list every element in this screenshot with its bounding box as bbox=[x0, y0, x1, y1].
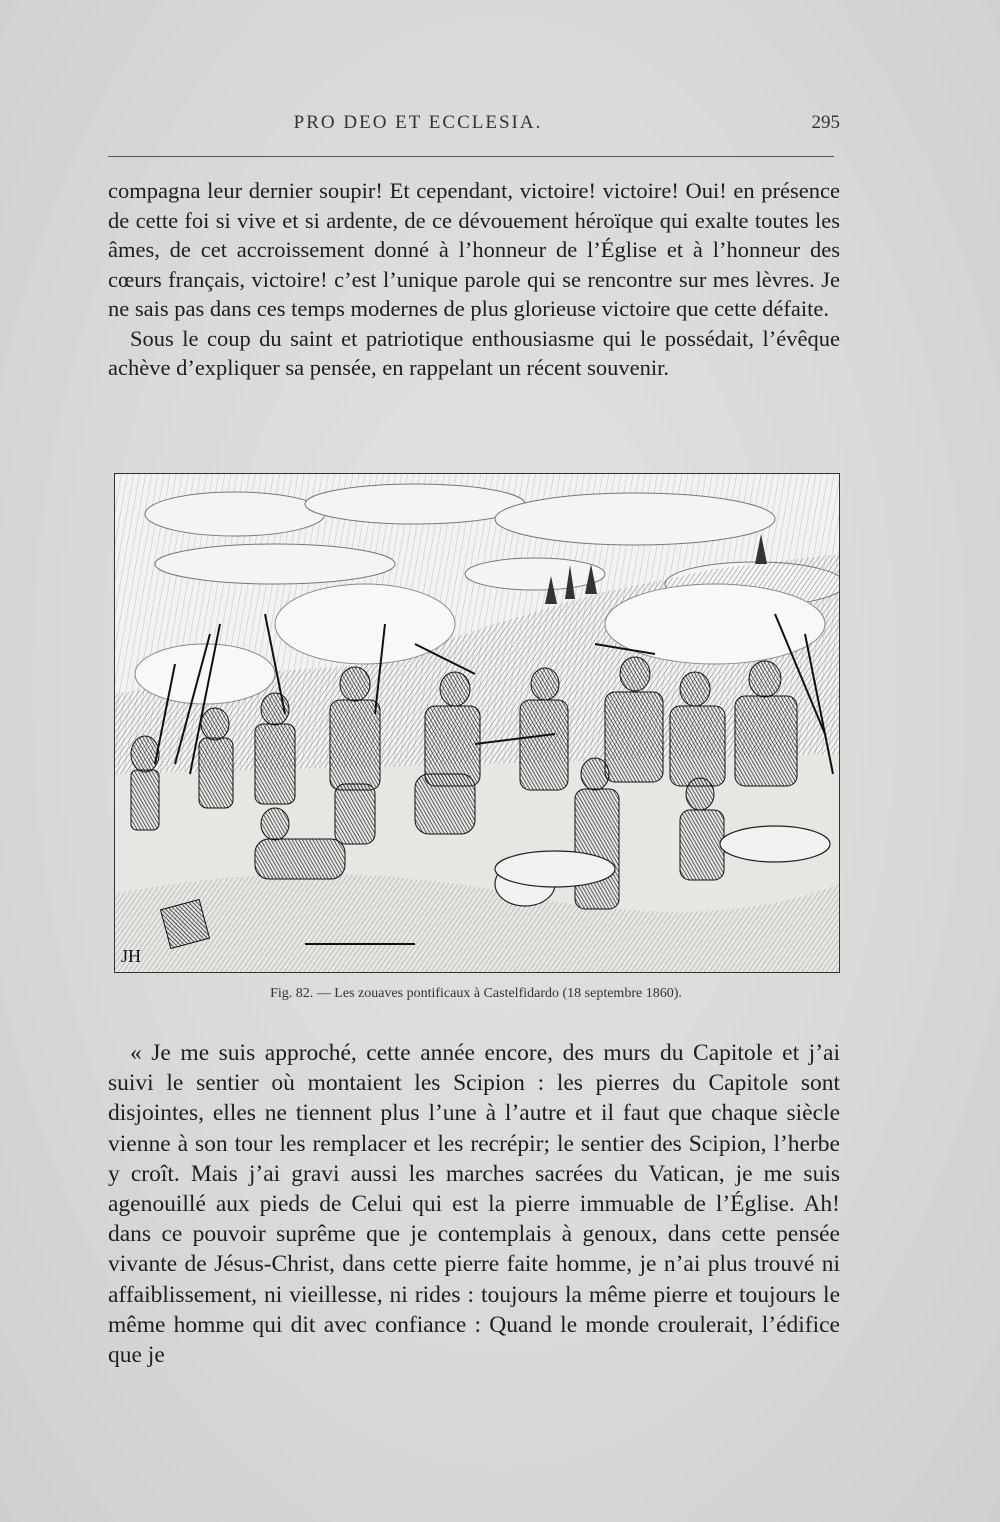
paragraph-continued: compagna leur dernier soupir! Et cependant, victoire! victoire! Oui! en présence de cette foi si vive et si ardente, de ce dévouement héroïque qui exalte toutes les âmes, de cet accroissement donné à l’honneur de l’Église et à l’honneur des cœurs français, victoire! c’est l’unique parole qui se rencontre sur mes lèvres. Je ne sais pas dans ces temps modernes de plus glorieuse victoire que cette défaite. bbox=[108, 178, 840, 321]
paragraph-bishop: Sous le coup du saint et patriotique enthousiasme qui le possédait, l’évêque achève d’expliquer sa pensée, en rappelant un récent souvenir. bbox=[108, 325, 840, 380]
page-header bbox=[108, 108, 842, 148]
figure-caption: Fig. 82. — Les zouaves pontificaux à Castelfidardo (18 septembre 1860). bbox=[270, 986, 682, 1001]
bottom-text-block bbox=[108, 1038, 840, 1370]
battle-illustration bbox=[114, 473, 840, 973]
page-number: 295 bbox=[811, 112, 840, 133]
top-text-block bbox=[108, 176, 840, 383]
running-title: PRO DEO ET ECCLESIA. bbox=[293, 112, 543, 133]
artist-monogram: JH bbox=[121, 946, 142, 966]
engraving-drawing bbox=[115, 474, 839, 972]
paragraph-quote: « Je me suis approché, cette année encore, des murs du Capitole et j’ai suivi le sentier où montaient les Scipion : les pierres du Capitole sont disjointes, elles ne tiennent plus l’une à l’autre et il faut que chaque siècle vienne à son tour les remplacer et les recrépir; le sentier des Scipion, l’herbe y croît. Mais j’ai gravi aussi les marches sacrées du Vatican, je me suis agenouillé aux pieds de Celui qui est la pierre immuable de l’Église. Ah! dans ce pouvoir suprême que je contemplais à genoux, dans cette pensée vivante de Jésus-Christ, dans cette pierre faite homme, je n’ai plus trouvé ni affaiblissement, ni vieillesse, ni rides : toujours la même pierre et toujours le même homme qui dit avec confiance : Quand le monde croulerait, l’édifice que je bbox=[108, 1040, 840, 1369]
header-rule bbox=[108, 156, 834, 157]
